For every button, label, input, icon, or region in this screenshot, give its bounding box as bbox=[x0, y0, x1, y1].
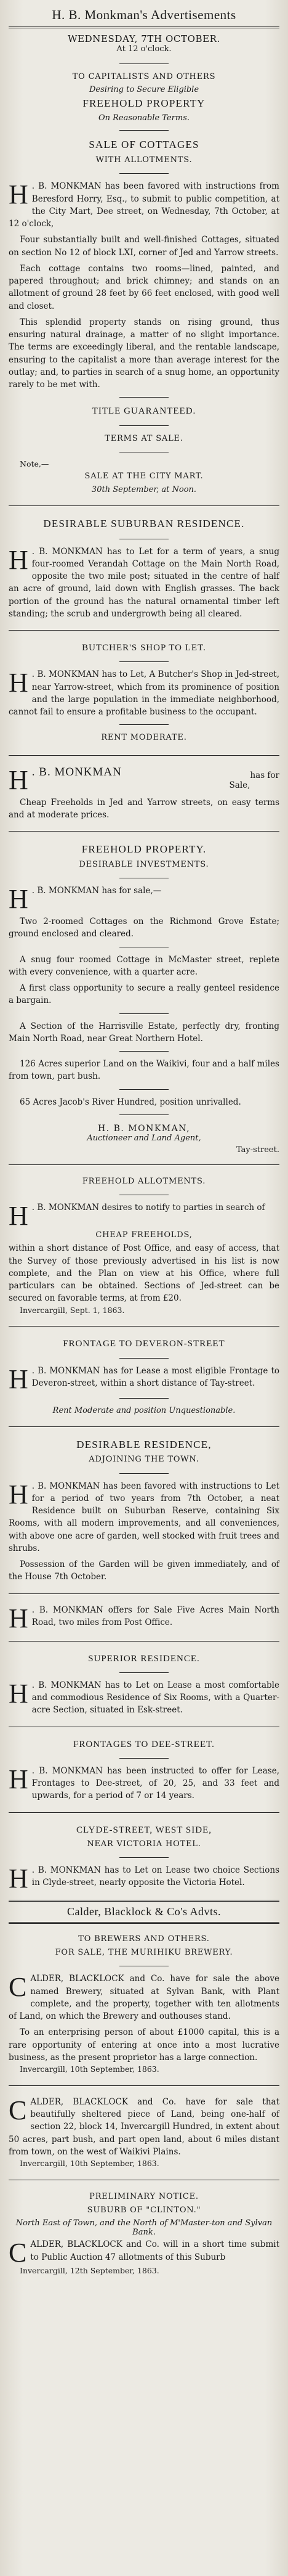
drop-cap: C bbox=[9, 2238, 27, 2268]
ad-date: WEDNESDAY, 7TH OCTOBER. bbox=[68, 33, 220, 44]
ad-title: PRELIMINARY NOTICE. bbox=[89, 2191, 199, 2201]
ad-title: FRONTAGES TO DEE-STREET. bbox=[73, 1739, 215, 1749]
divider bbox=[119, 1089, 169, 1090]
ad-sale-of-cottages bbox=[9, 28, 279, 498]
divider bbox=[119, 425, 169, 426]
heading-line: TO CAPITALISTS AND OTHERS bbox=[72, 72, 216, 81]
ad-body bbox=[9, 1603, 279, 1634]
drop-cap: H bbox=[9, 544, 28, 575]
ad-subtitle: FOR SALE, THE MURIHIKU BREWERY. bbox=[55, 1948, 233, 1958]
list-item: A Section of the Harrisville Estate, perfectly dry, fronting Main North Road, near Great Northern Hotel. bbox=[9, 1021, 279, 1044]
signature-title: Auctioneer and Land Agent, bbox=[87, 1133, 201, 1143]
ad-title: DESIRABLE RESIDENCE, bbox=[76, 1438, 212, 1450]
ad-date: Invercargill, 10th September, 1863. bbox=[20, 2159, 159, 2169]
note-line: 30th September, at Noon. bbox=[91, 485, 197, 494]
advertiser-name: . B. MONKMAN bbox=[31, 765, 122, 779]
ad-body bbox=[9, 884, 279, 915]
drop-cap: H bbox=[9, 668, 28, 698]
divider bbox=[119, 1051, 169, 1052]
body-text: . B. MONKMAN has to Let for a term of years, a snug four-roomed Verandah Cottage on the Main North Road, opposite the two mile post; situated in the centre of half an acre of ground, laid down with English grasses. The back portion of the ground has the natural ornamental timber left standing; the scrub and undergrowth being all cleared. bbox=[9, 546, 279, 619]
divider bbox=[119, 661, 169, 662]
ad-butchers-shop bbox=[9, 638, 279, 747]
section-heading: Calder, Blacklock & Co's Advts. bbox=[9, 1900, 279, 1924]
ad-title: TO BREWERS AND OTHERS. bbox=[78, 1934, 210, 1944]
ad-date: Invercargill, 10th September, 1863. bbox=[20, 2064, 159, 2074]
ad-title: BUTCHER'S SHOP TO LET. bbox=[82, 643, 206, 653]
ad-body bbox=[9, 180, 279, 230]
drop-cap: H bbox=[9, 1201, 28, 1232]
ad-suburban-residence bbox=[9, 513, 279, 623]
terms: TERMS AT SALE. bbox=[105, 433, 183, 443]
body-text: . B. MONKMAN has for sale,— bbox=[31, 886, 162, 896]
divider bbox=[9, 505, 279, 506]
ad-title: DESIRABLE SUBURBAN RESIDENCE. bbox=[43, 517, 245, 530]
body-text: . B. MONKMAN has to Let, A Butcher's Shop in Jed-street, near Yarrow-street, which from its prominence of position and the large population in the immediate neighborhood, cannot fail to ensure a profitable business to the occupant. bbox=[9, 669, 279, 718]
ad-five-acres bbox=[9, 1601, 279, 1634]
divider bbox=[9, 1164, 279, 1165]
note-line: SALE AT THE CITY MART. bbox=[84, 472, 204, 481]
body-paragraph: To an enterprising person of about £1000 capital, this is a rare opportunity of entering at once into a most lucrative business, as the present proprietor has a large connection. bbox=[9, 2027, 279, 2063]
heading-line: FREEHOLD PROPERTY bbox=[82, 97, 206, 110]
ad-title: SUPERIOR RESIDENCE. bbox=[88, 1653, 200, 1664]
ad-deveron-street bbox=[9, 1334, 279, 1418]
body-paragraph: Four substantially built and well-finished Cottages, situated on section No 12 of block LXI, corner of Jed and Yarrow streets. bbox=[9, 235, 279, 258]
ad-header bbox=[9, 766, 279, 793]
ad-freehold-property bbox=[9, 839, 279, 1157]
divider bbox=[119, 1013, 169, 1014]
ad-highlight: CHEAP FREEHOLDS, bbox=[95, 1230, 193, 1240]
ad-body bbox=[9, 546, 279, 621]
ad-body bbox=[9, 1973, 279, 2022]
body-text: . B. MONKMAN has to Let on Lease a most comfortable and commodious Residence of Six Rooms, with a Quarter-acre Section, situated in Esk-street. bbox=[31, 1680, 279, 1715]
ad-body bbox=[9, 1480, 279, 1555]
title-guaranteed: TITLE GUARANTEED. bbox=[92, 406, 196, 417]
body-text: ALDER, BLACKLOCK and Co. have for sale that beautifully sheltered piece of Land, being one-half of section 22, block 14, Invercargill Hundred, in extent about 50 acres, part bush, and part open land, about 6 miles distant from town, on the west of Waikivi Plains. bbox=[9, 2096, 279, 2157]
divider bbox=[119, 1473, 169, 1474]
ad-body bbox=[9, 1765, 279, 1802]
ad-clyde-street bbox=[9, 1820, 279, 1894]
ad-subtitle: DESIRABLE INVESTMENTS. bbox=[79, 859, 209, 869]
header-line: Sale, bbox=[229, 780, 250, 790]
list-item: A snug four roomed Cottage in McMaster street, replete with every convenience, with a quarter acre. bbox=[9, 954, 279, 977]
body-paragraph: Each cottage contains two rooms—lined, painted, and papered throughout; and brick chimney; and stands on an allotment of ground 28 feet by 66 feet enclosed, with good well and closet. bbox=[9, 263, 279, 311]
body-paragraph: Cheap Freeholds in Jed and Yarrow streets, on easy terms and at moderate prices. bbox=[9, 797, 279, 820]
body-text: . B. MONKMAN desires to notify to parties in search of bbox=[31, 1203, 265, 1213]
ad-desirable-residence bbox=[9, 1434, 279, 1586]
ad-title: CLYDE-STREET, WEST SIDE, bbox=[76, 1825, 212, 1835]
ad-subtitle: NEAR VICTORIA HOTEL. bbox=[87, 1839, 201, 1849]
drop-cap: C bbox=[9, 1972, 27, 2003]
body-text: . B. MONKMAN offers for Sale Five Acres Main North Road, two miles from Post Office. bbox=[31, 1605, 279, 1627]
signature: H. B. MONKMAN, bbox=[97, 1123, 191, 1134]
ad-date: Invercargill, 12th September, 1863. bbox=[20, 2266, 159, 2276]
divider bbox=[119, 130, 169, 131]
drop-cap: H bbox=[9, 179, 28, 210]
ad-title: FRONTAGE TO DEVERON-STREET bbox=[63, 1339, 225, 1349]
divider bbox=[119, 63, 169, 64]
divider bbox=[9, 1593, 279, 1594]
divider bbox=[119, 724, 169, 725]
ad-dee-street-frontages bbox=[9, 1735, 279, 1805]
drop-cap: H bbox=[9, 1364, 28, 1394]
ad-subtitle: WITH ALLOTMENTS. bbox=[95, 155, 193, 165]
heading-line: Desiring to Secure Eligible bbox=[89, 85, 199, 95]
divider bbox=[9, 1326, 279, 1327]
drop-cap: H bbox=[9, 764, 28, 795]
divider bbox=[119, 1857, 169, 1858]
divider bbox=[119, 1114, 169, 1115]
divider bbox=[119, 1358, 169, 1359]
body-text: . B. MONKMAN has been instructed to offer for Lease, Frontages to Dee-street, of 20, 25, and 33 feet and upwards, for a period of 7 or 14 years. bbox=[31, 1765, 279, 1801]
heading-line: On Reasonable Terms. bbox=[98, 113, 190, 123]
body-paragraph: within a short distance of Post Office, and easy of access, that the Survey of those previously advertised in his list is now complete, and the Plan on view at his Office, where full particulars can be obtained. Sections of Jed-street can be secured on favorable terms, at from £20. bbox=[9, 1243, 279, 1304]
body-paragraph: Possession of the Garden will be given immediately, and of the House 7th October. bbox=[9, 1560, 279, 1582]
divider bbox=[9, 2085, 279, 2086]
ad-footer: RENT MODERATE. bbox=[101, 733, 187, 743]
ad-sheltered-land bbox=[9, 2093, 279, 2172]
ad-freehold-allotments bbox=[9, 1172, 279, 1319]
divider bbox=[119, 1398, 169, 1399]
list-item: 126 Acres superior Land on the Waikivi, four and a half miles from town, part bush. bbox=[9, 1059, 279, 1082]
ad-date: Invercargill, Sept. 1, 1863. bbox=[20, 1305, 125, 1315]
drop-cap: C bbox=[9, 2095, 27, 2125]
drop-cap: H bbox=[9, 1479, 28, 1510]
ad-body bbox=[9, 2238, 279, 2268]
list-item: A first class opportunity to secure a really genteel residence a bargain. bbox=[9, 983, 279, 1006]
drop-cap: H bbox=[9, 1764, 28, 1794]
list-item: Two 2-roomed Cottages on the Richmond Grove Estate; ground enclosed and cleared. bbox=[9, 917, 279, 939]
ad-body bbox=[9, 1365, 279, 1392]
ad-murihiku-brewery bbox=[9, 1930, 279, 2078]
drop-cap: H bbox=[9, 1863, 28, 1894]
note-label: Note,— bbox=[20, 459, 49, 468]
body-text: ALDER, BLACKLOCK and Co. have for sale the above named Brewery, situated at Sylvan Bank, with Plant complete, and the property, together with ten allotments of Land, on which the Brewery and outhouses stand. bbox=[9, 1974, 279, 2022]
advertisement-column bbox=[9, 2, 279, 2280]
divider bbox=[9, 1812, 279, 1813]
ad-body bbox=[9, 2096, 279, 2158]
address: Tay-street. bbox=[236, 1145, 279, 1155]
ad-title: FREEHOLD PROPERTY. bbox=[81, 843, 207, 855]
divider bbox=[119, 1672, 169, 1673]
drop-cap: H bbox=[9, 1678, 28, 1709]
ad-subtitle: SUBURB OF "CLINTON." bbox=[87, 2206, 201, 2215]
ad-suburb-clinton bbox=[9, 2188, 279, 2280]
body-text: . B. MONKMAN has been favored with instructions from Beresford Horry, Esq., to submit to public competition, at the City Mart, Dee street, on Wednesday, 7th October, at 12 o'clock, bbox=[9, 181, 279, 229]
divider bbox=[9, 630, 279, 631]
ad-time: At 12 o'clock. bbox=[116, 44, 172, 54]
ad-body bbox=[9, 668, 279, 718]
ad-body bbox=[9, 1863, 279, 1894]
body-text: ALDER, BLACKLOCK and Co. will in a short time submit to Public Auction 47 allotments of this Suburb bbox=[30, 2239, 279, 2262]
drop-cap: H bbox=[9, 884, 28, 915]
list-item: 65 Acres Jacob's River Hundred, position unrivalled. bbox=[20, 1097, 241, 1107]
header-tail: has for bbox=[250, 770, 279, 780]
ad-body bbox=[9, 1201, 279, 1232]
ad-footer: Rent Moderate and position Unquestionable. bbox=[52, 1405, 236, 1415]
divider bbox=[9, 1641, 279, 1642]
masthead: H. B. Monkman's Advertisements bbox=[9, 2, 279, 28]
body-text: . B. MONKMAN has to Let on Lease two choice Sections in Clyde-street, nearly opposite the Victoria Hotel. bbox=[31, 1865, 279, 1888]
body-text: . B. MONKMAN has for Lease a most eligible Frontage to Deveron-street, within a short distance of Tay-street. bbox=[31, 1365, 279, 1388]
ad-body bbox=[9, 1679, 279, 1717]
divider bbox=[119, 397, 169, 398]
ad-cheap-freeholds bbox=[9, 763, 279, 824]
divider bbox=[9, 831, 279, 832]
ad-title: SALE OF COTTAGES bbox=[89, 139, 199, 151]
ad-subtitle: ADJOINING THE TOWN. bbox=[89, 1455, 199, 1465]
body-paragraph: This splendid property stands on rising ground, thus ensuring natural drainage, a matter of no slight importance. The terms are exceedingly liberal, and the rentable landscape, ensuring to the capitalist a more than average interest for the outlay; and, to parties in search of a snug home, an opportunity rarely to be met with. bbox=[9, 317, 279, 390]
ad-superior-residence bbox=[9, 1649, 279, 1719]
drop-cap: H bbox=[9, 1603, 28, 1634]
body-text: . B. MONKMAN has been favored with instructions to Let for a period of two years from 7th October, a neat Residence built on Suburban Reserve, containing Six Rooms, with all modern improvements, and all conveniences, with above one acre of garden, well stocked with fruit trees and shrubs. bbox=[9, 1481, 279, 1553]
divider bbox=[119, 173, 169, 174]
ad-subtitle-detail: North East of Town, and the North of M'Master-ton and Sylvan Bank. bbox=[15, 2218, 273, 2238]
divider bbox=[9, 1426, 279, 1427]
divider bbox=[9, 755, 279, 756]
ad-title: FREEHOLD ALLOTMENTS. bbox=[82, 1176, 206, 1186]
divider bbox=[119, 1758, 169, 1759]
